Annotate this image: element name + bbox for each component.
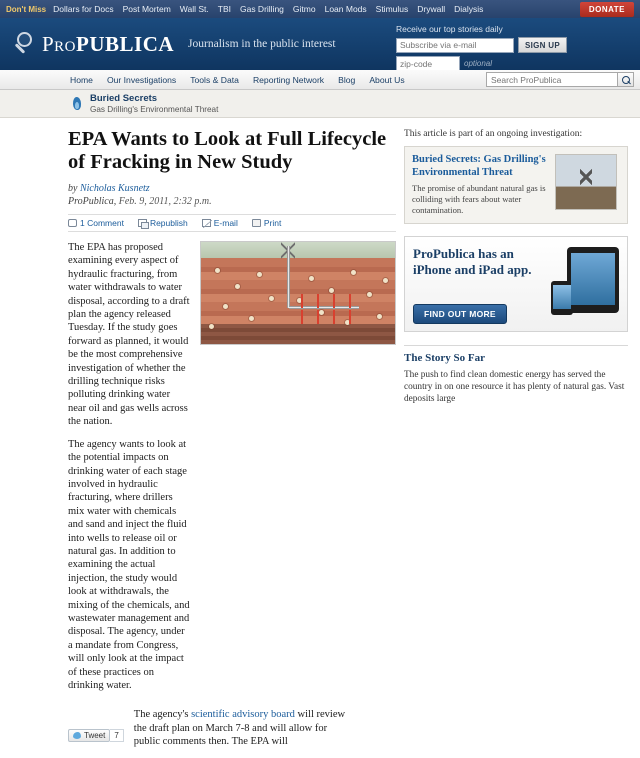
topstrip-link-5[interactable]: Gitmo <box>292 4 316 14</box>
wordmark <box>42 32 174 57</box>
tweet-button-group[interactable] <box>68 712 124 757</box>
article-text-column <box>68 241 190 701</box>
series-title: Buried Secrets <box>90 92 158 104</box>
nav-item-reporting-network[interactable]: Reporting Network <box>252 74 325 85</box>
print-label: Print <box>263 218 282 228</box>
wordmark-pro: Pro <box>42 31 77 56</box>
topstrip-link-1[interactable]: Post Mortem <box>122 4 171 14</box>
series-banner[interactable] <box>0 90 640 118</box>
gas-well-derrick-photo <box>555 154 617 210</box>
fracking-cross-section-illustration <box>200 241 396 345</box>
paragraph-3 <box>134 708 346 748</box>
gas-flame-icon <box>70 95 84 113</box>
publication-name: ProPublica <box>68 196 114 207</box>
topstrip-link-2[interactable]: Wall St. <box>179 4 209 14</box>
byline: by Nicholas Kusnetz ProPublica, Feb. 9, 2011, 2:32 p.m. <box>68 183 212 207</box>
topstrip-link-8[interactable]: Drywall <box>417 4 446 14</box>
article-body-continued <box>68 710 396 757</box>
mail-icon <box>202 219 211 227</box>
email-field[interactable] <box>396 38 514 53</box>
tweet-label: Tweet <box>84 730 106 740</box>
comments-label: 1 Comment <box>80 218 124 228</box>
site-logo[interactable] <box>10 29 174 59</box>
topstrip-link-6[interactable]: Loan Mods <box>324 4 367 14</box>
twitter-bird-icon <box>73 732 81 739</box>
app-promo[interactable] <box>404 236 628 332</box>
comment-icon <box>68 219 77 227</box>
article-body <box>68 241 396 701</box>
paragraph-3-post: will review the draft plan on March 7-8 and will allow for public comments then. The EPA will <box>133 709 346 748</box>
signup-lead: Receive our top stories daily <box>396 24 503 34</box>
story-so-far-text: The push to find clean domestic energy has served the country in on one resource it has plenty of natural gas. Vast deposits large <box>404 370 625 404</box>
paragraph-3-pre: The agency's <box>133 709 192 721</box>
topstrip-link-9[interactable]: Dialysis <box>454 4 484 14</box>
sign-up-button[interactable]: SIGN UP <box>518 37 567 53</box>
page-body <box>0 118 640 758</box>
paragraph-3-wrap <box>134 708 346 757</box>
scientific-advisory-board-link[interactable]: scientific advisory board <box>191 709 295 721</box>
paragraph-1: The EPA has proposed examining every aspect of hydraulic fracturing, from water withdrawals to water disposal, according to a draft plan the agency released Tuesday. If the study goes forward as planned, it would be the most comprehensive investigation of whether the drilling technique risks polluting drinking water near oil and gas wells across the nation. <box>68 242 190 428</box>
article-figure <box>200 241 396 701</box>
site-masthead <box>0 18 640 70</box>
site-tagline: Journalism in the public interest <box>188 38 336 50</box>
tweet-button[interactable] <box>68 729 110 742</box>
story-so-far <box>404 345 628 405</box>
wordmark-publica: PUBLICA <box>76 31 175 56</box>
nav-item-tools-and-data[interactable]: Tools & Data <box>190 74 239 85</box>
republish-link[interactable] <box>138 218 188 228</box>
sidebar <box>396 128 628 758</box>
donate-button[interactable]: DONATE <box>580 2 634 17</box>
nav-item-our-investigations[interactable]: Our Investigations <box>106 74 177 85</box>
print-link[interactable] <box>252 218 281 228</box>
ipad-and-iphone-illustration <box>567 247 619 313</box>
zip-optional-note: optional <box>464 59 493 68</box>
tweet-count: 7 <box>110 729 123 742</box>
series-promo-box[interactable] <box>404 146 628 224</box>
republish-icon <box>138 219 147 227</box>
zip-field[interactable] <box>396 56 460 71</box>
search-input[interactable] <box>486 72 618 87</box>
nav-item-home[interactable]: Home <box>70 74 93 85</box>
search-icon[interactable] <box>618 72 634 87</box>
page-title: EPA Wants to Look at Full Lifecycle of Fracking in New Study <box>68 128 387 173</box>
byline-prefix: by <box>68 183 78 194</box>
newsletter-signup <box>396 24 632 71</box>
article-toolbar <box>68 214 396 232</box>
topstrip-link-3[interactable]: TBI <box>217 4 231 14</box>
article-column <box>8 128 396 758</box>
investigation-note: This article is part of an ongoing investigation: <box>404 129 583 139</box>
app-promo-title: ProPublica has an iPhone and iPad app. <box>413 246 532 277</box>
publish-date: Feb. 9, 2011, 2:32 p.m. <box>118 196 212 207</box>
find-out-more-button[interactable]: FIND OUT MORE <box>413 304 507 324</box>
email-label: E-mail <box>213 218 238 228</box>
series-promo-title: Buried Secrets: Gas Drilling's Environmental Threat <box>412 154 546 178</box>
republish-label: Republish <box>149 218 188 228</box>
nav-item-blog[interactable]: Blog <box>338 74 356 85</box>
series-promo-blurb: The promise of abundant natural gas is colliding with fears about water contamination. <box>412 183 546 215</box>
site-search <box>486 72 634 87</box>
story-so-far-heading: The Story So Far <box>404 352 485 364</box>
topstrip-link-0[interactable]: Dollars for Docs <box>53 4 114 14</box>
comments-link[interactable] <box>68 218 124 228</box>
promo-links-bar <box>0 0 640 18</box>
magnifier-icon <box>10 29 40 59</box>
paragraph-2: The agency wants to look at the potential impacts on drinking water of each stage involved in hydraulic fracturing, where drillers mix water with chemicals and sand and inject the fluid into wells to release oil or natural gas. In addition to examining the actual injection, the study would look at withdrawals, the mixing of the chemicals, and wastewater management and disposal. The agency, under a mandate from Congress, will only look at the impact of these practices on drinking water. <box>68 438 190 691</box>
print-icon <box>252 219 261 227</box>
main-nav <box>0 70 640 90</box>
dont-miss-label: Don't Miss <box>6 4 47 14</box>
author-link[interactable]: Nicholas Kusnetz <box>79 183 150 194</box>
email-link[interactable] <box>202 218 238 228</box>
series-subtitle: Gas Drilling's Environmental Threat <box>90 104 219 114</box>
topstrip-link-7[interactable]: Stimulus <box>375 4 409 14</box>
topstrip-link-4[interactable]: Gas Drilling <box>239 4 284 14</box>
nav-item-about-us[interactable]: About Us <box>369 74 405 85</box>
